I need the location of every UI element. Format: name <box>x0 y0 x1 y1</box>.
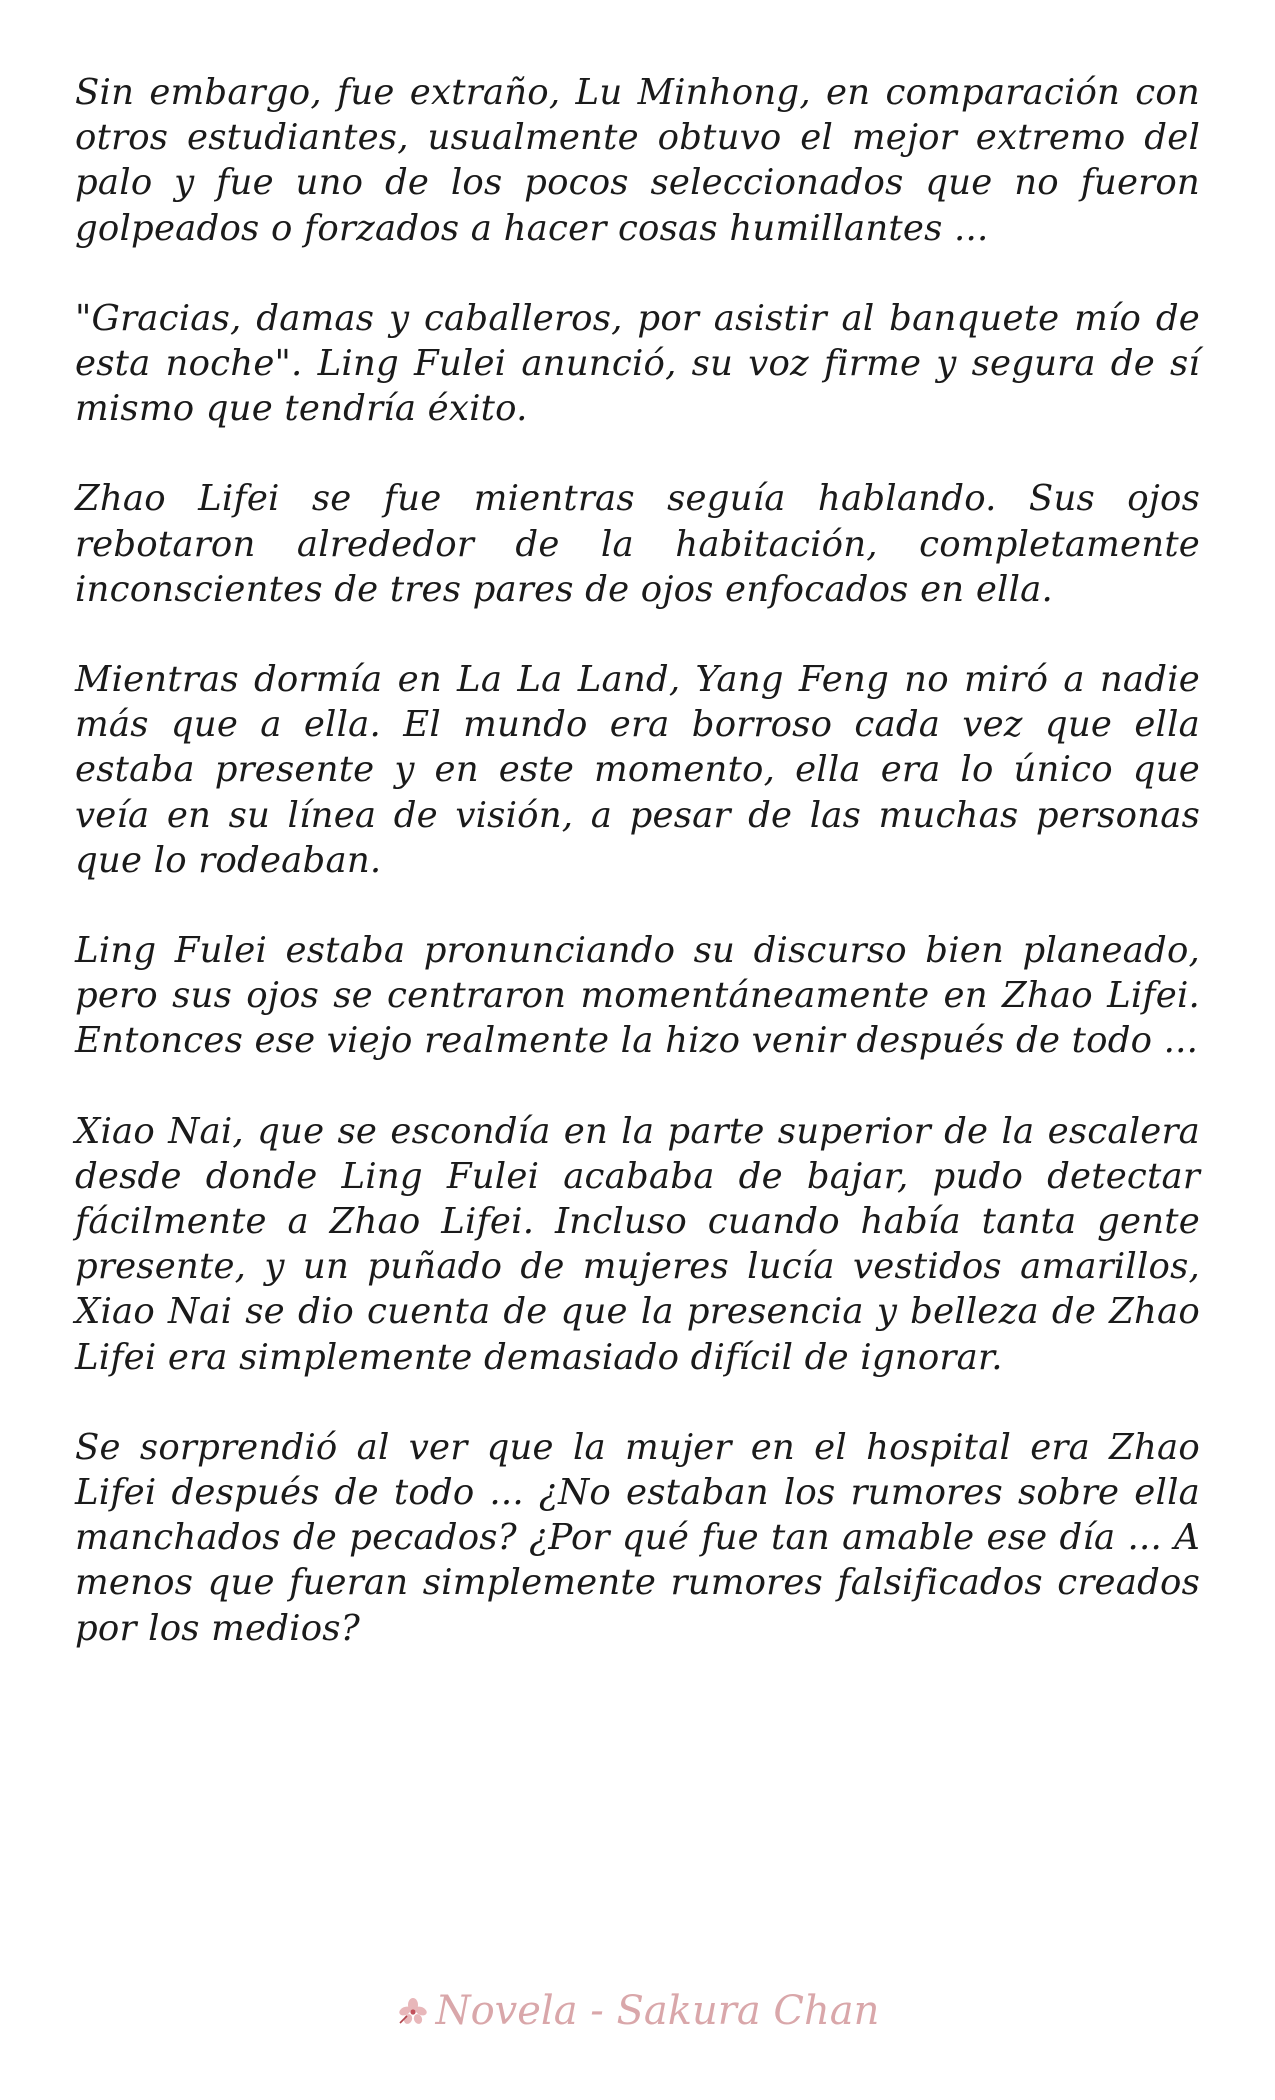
paragraph-7: Se sorprendió al ver que la mujer en el hospital era Zhao Lifei después de todo ... ¿No estaban los rumores sobre ella manchados de pecados? ¿Por qué fue tan amable ese día ... A menos que fueran simplemente rumores falsificados creados por los medios? <box>75 1426 1200 1649</box>
watermark <box>0 1988 1275 2037</box>
watermark-text: Novela - Sakura Chan <box>435 1988 880 2034</box>
paragraph-3: Zhao Lifei se fue mientras seguía hablando. Sus ojos rebotaron alrededor de la habitación, completamente inconscientes de tres pares de ojos enfocados en ella. <box>75 478 1200 610</box>
paragraph-6: Xiao Nai, que se escondía en la parte superior de la escalera desde donde Ling Fulei acababa de bajar, pudo detectar fácilmente a Zhao Lifei. Incluso cuando había tanta gente presente, y un puñado de mujeres lucía vestidos amarillos, Xiao Nai se dio cuenta de que la presencia y belleza de Zhao Lifei era simplemente demasiado difícil de ignorar. <box>75 1110 1200 1378</box>
paragraph-1: Sin embargo, fue extraño, Lu Minhong, en comparación con otros estudiantes, usualmente obtuvo el mejor extremo del palo y fue uno de los pocos seleccionados que no fueron golpeados o forzados a hacer cosas humillantes ... <box>75 72 1200 249</box>
document-body <box>75 70 1200 1696</box>
paragraph-2: "Gracias, damas y caballeros, por asistir al banquete mío de esta noche". Ling Fulei anunció, su voz firme y segura de sí mismo que tendría éxito. <box>75 297 1200 430</box>
paragraph-4: Mientras dormía en La La Land, Yang Feng no miró a nadie más que a ella. El mundo era borroso cada vez que ella estaba presente y en este momento, ella era lo único que veía en su línea de visión, a pesar de las muchas personas que lo rodeaban. <box>75 659 1200 881</box>
paragraph-5: Ling Fulei estaba pronunciando su discurso bien planeado, pero sus ojos se centraron momentáneamente en Zhao Lifei. Entonces ese viejo realmente la hizo venir después de todo ... <box>75 930 1200 1062</box>
sakura-flower-icon <box>396 1991 430 2037</box>
